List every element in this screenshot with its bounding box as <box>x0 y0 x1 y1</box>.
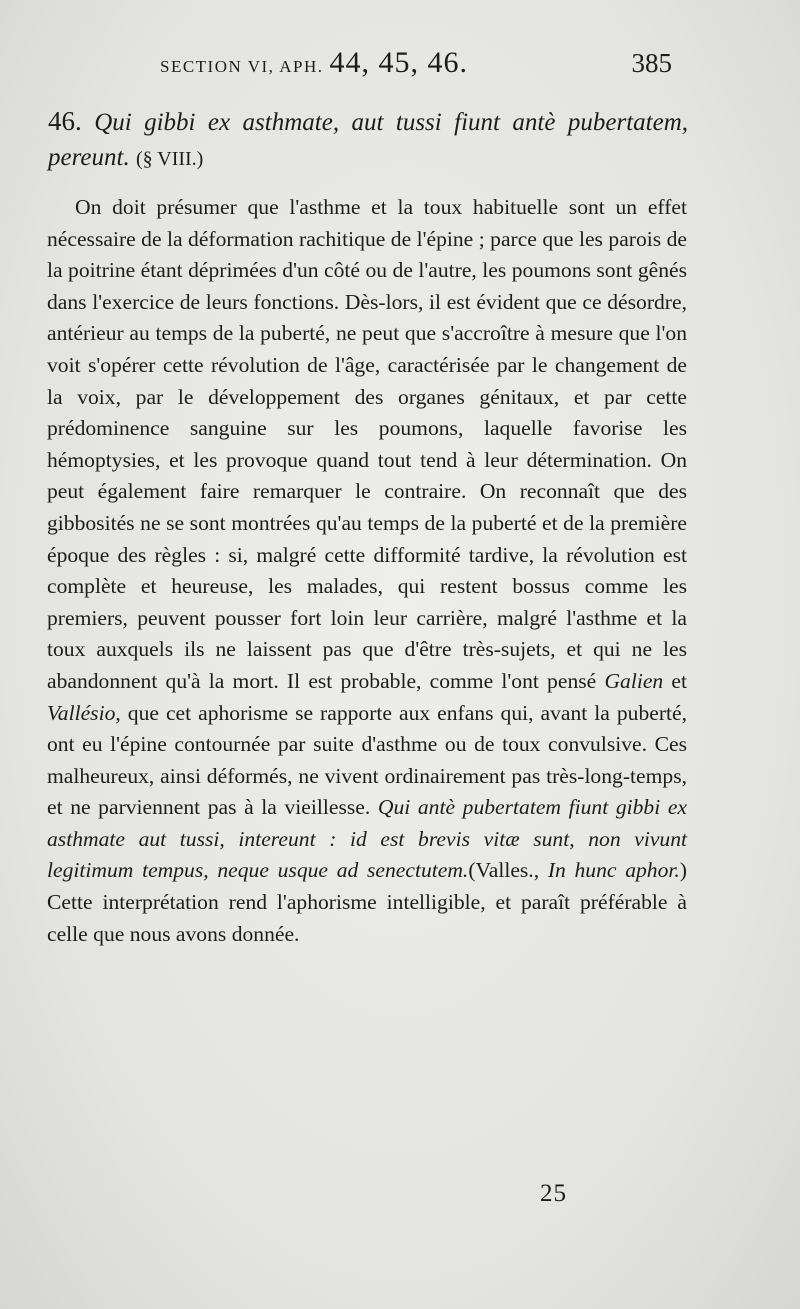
citation-close: ) <box>679 858 687 883</box>
aphorism-number: 46. <box>48 106 82 136</box>
aphorism-46 <box>48 104 688 177</box>
commentary <box>47 192 687 950</box>
citation-work: In hunc aphor. <box>547 858 680 883</box>
latin-quotation: Qui antè pubertatem fiunt gibbi ex asthmate aut tussi, intereunt : id est brevis vitæ sunt, non vivunt legitimum tempus, neque usque ad senectutem. <box>47 795 687 883</box>
aphorism-range: 44, 45, 46. <box>329 46 468 79</box>
page-number: 385 <box>631 48 672 78</box>
commentary-conjunction: et <box>663 668 687 693</box>
author-galien: Galien <box>604 668 664 693</box>
aphorism-latin-text: Qui gibbi ex asthmate, aut tussi fiunt antè pubertatem, pereunt. <box>48 109 689 171</box>
commentary-text-3: Cette interprétation rend l'aphorisme intelligible, et paraît préférable à celle que nous avons donnée. <box>47 890 687 946</box>
signature-mark: 25 <box>540 1180 567 1207</box>
cross-reference: (§ VIII.) <box>135 148 204 170</box>
author-vallesio: Vallésio <box>47 700 116 725</box>
commentary-text-1: On doit présumer que l'asthme et la toux habituelle sont un effet nécessaire de la déformation rachitique de l'épine ; parce que les parois de la poitrine étant déprimées d'un côté ou de l'autre, les poumons sont gênés dans l'exercice de leurs fonctions. Dès-lors, il est évident que ce désordre, antérieur au temps de la puberté, ne peut que s'accroître à mesure que l'on voit s'opérer cette révolution de l'âge, caractérisée par le changement de la voix, par le développement des organes génitaux, et par cette prédominence sanguine sur les poumons, laquelle favorise les hémoptysies, et les provoque quand tout tend à leur détermination. On peut également faire remarquer le contraire. On reconnaît que des gibbosités ne se sont montrées qu'au temps de la puberté et de la première époque des règles : si, malgré cette difformité tardive, la révolution est complète et heureuse, les malades, qui restent bossus comme les premiers, peuvent pousser fort loin leur carrière, malgré l'asthme et la toux auxquels ils ne laissent pas que d'être très-sujets, et qui ne les abandonnent qu'à la mort. Il est probable, comme l'ont pensé <box>47 195 687 693</box>
citation-open: (Valles., <box>468 858 548 883</box>
commentary-paragraph <box>47 192 687 950</box>
commentary-text-2: , que cet aphorisme se rapporte aux enfans qui, avant la puberté, ont eu l'épine contournée par suite d'asthme ou de toux convulsive. Ces malheureux, ainsi déformés, ne vivent ordinairement pas très-long-temps, et ne parviennent pas à la vieillesse. <box>47 700 687 820</box>
page-header <box>160 46 680 86</box>
running-head: SECTION VI, APH. <box>160 57 324 76</box>
